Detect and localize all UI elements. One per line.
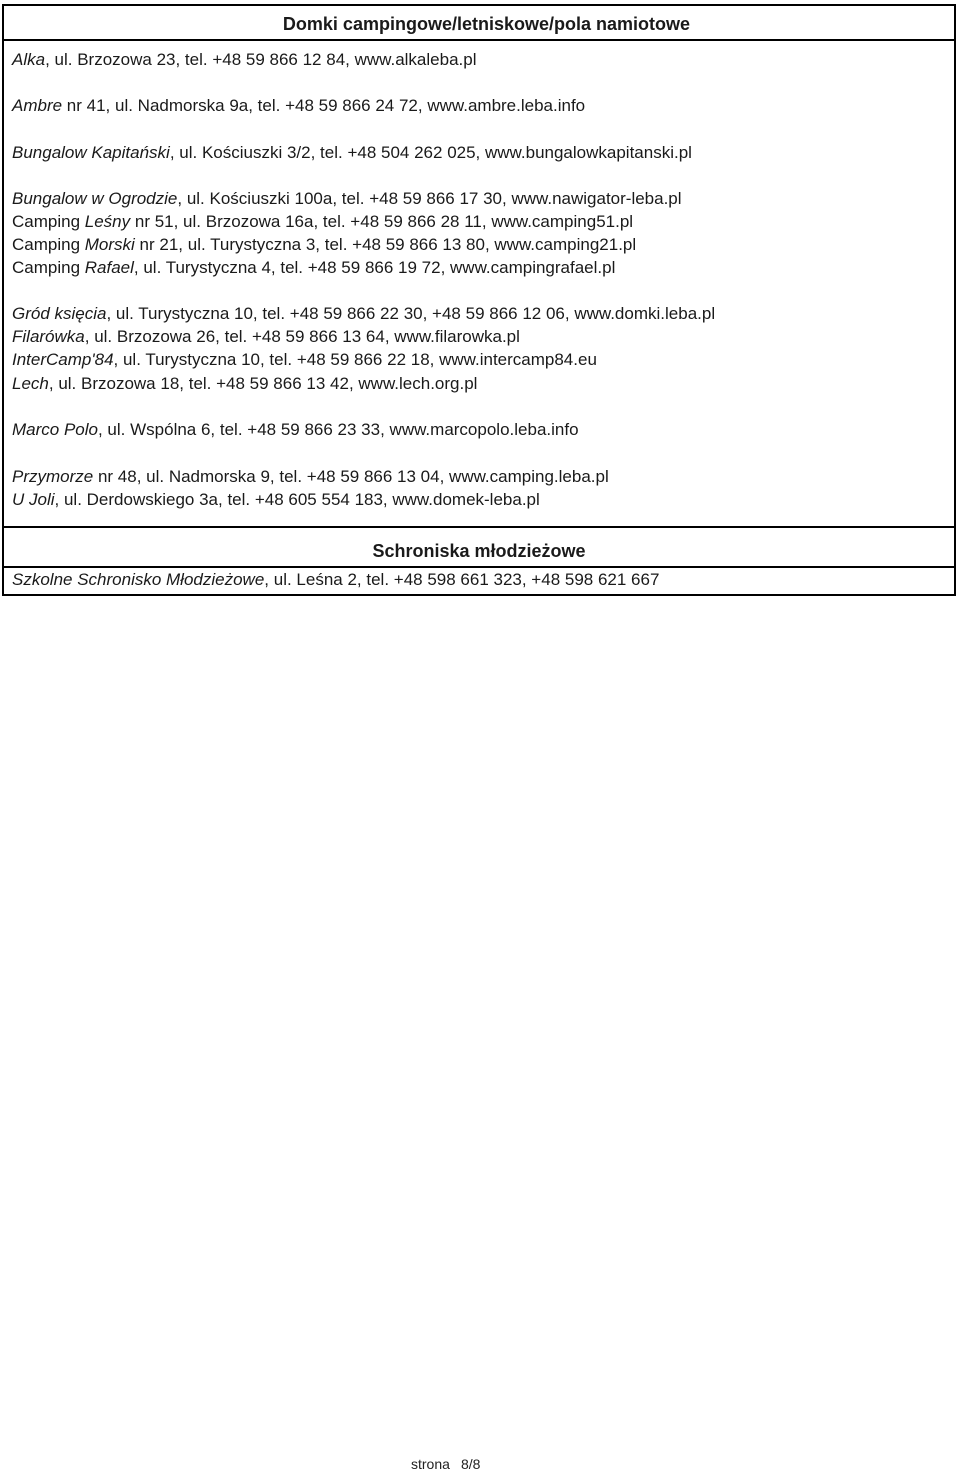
list-item: Camping Morski nr 21, ul. Turystyczna 3, tel. +48 59 866 13 80, www.camping21.pl bbox=[12, 235, 637, 254]
list-item: Lech, ul. Brzozowa 18, tel. +48 59 866 13 42, www.lech.org.pl bbox=[12, 374, 478, 393]
page-label: strona bbox=[411, 1456, 450, 1472]
list-item: Camping Leśny nr 51, ul. Brzozowa 16a, tel. +48 59 866 28 11, www.camping51.pl bbox=[12, 212, 634, 231]
divider bbox=[4, 39, 954, 41]
listing-table bbox=[2, 4, 956, 596]
list-item: InterCamp'84, ul. Turystyczna 10, tel. +48 59 866 22 18, www.intercamp84.eu bbox=[12, 350, 597, 369]
divider bbox=[4, 566, 954, 568]
section-title-camping: Domki campingowe/letniskowe/pola namiotowe bbox=[282, 14, 690, 34]
page-number: 8/8 bbox=[461, 1456, 481, 1472]
list-item: Filarówka, ul. Brzozowa 26, tel. +48 59 866 13 64, www.filarowka.pl bbox=[12, 327, 520, 346]
list-item: Camping Rafael, ul. Turystyczna 4, tel. +48 59 866 19 72, www.campingrafael.pl bbox=[12, 258, 616, 277]
list-item: Alka, ul. Brzozowa 23, tel. +48 59 866 12 84, www.alkaleba.pl bbox=[12, 50, 477, 69]
list-item: Bungalow Kapitański, ul. Kościuszki 3/2, tel. +48 504 262 025, www.bungalowkapitanski.pl bbox=[12, 143, 692, 162]
section-title-hostels: Schroniska młodzieżowe bbox=[372, 541, 586, 561]
list-item: Przymorze nr 48, ul. Nadmorska 9, tel. +48 59 866 13 04, www.camping.leba.pl bbox=[12, 467, 609, 486]
divider bbox=[4, 526, 954, 528]
list-item: Ambre nr 41, ul. Nadmorska 9a, tel. +48 59 866 24 72, www.ambre.leba.info bbox=[12, 96, 586, 115]
list-item: Bungalow w Ogrodzie, ul. Kościuszki 100a, tel. +48 59 866 17 30, www.nawigator-leba.pl bbox=[12, 189, 682, 208]
list-item: Marco Polo, ul. Wspólna 6, tel. +48 59 866 23 33, www.marcopolo.leba.info bbox=[12, 420, 579, 439]
list-item: Gród księcia, ul. Turystyczna 10, tel. +48 59 866 22 30, +48 59 866 12 06, www.domki.leba.pl bbox=[12, 304, 716, 323]
list-item: Szkolne Schronisko Młodzieżowe, ul. Leśna 2, tel. +48 598 661 323, +48 598 621 667 bbox=[12, 570, 660, 589]
list-item: U Joli, ul. Derdowskiego 3a, tel. +48 605 554 183, www.domek-leba.pl bbox=[12, 490, 540, 509]
